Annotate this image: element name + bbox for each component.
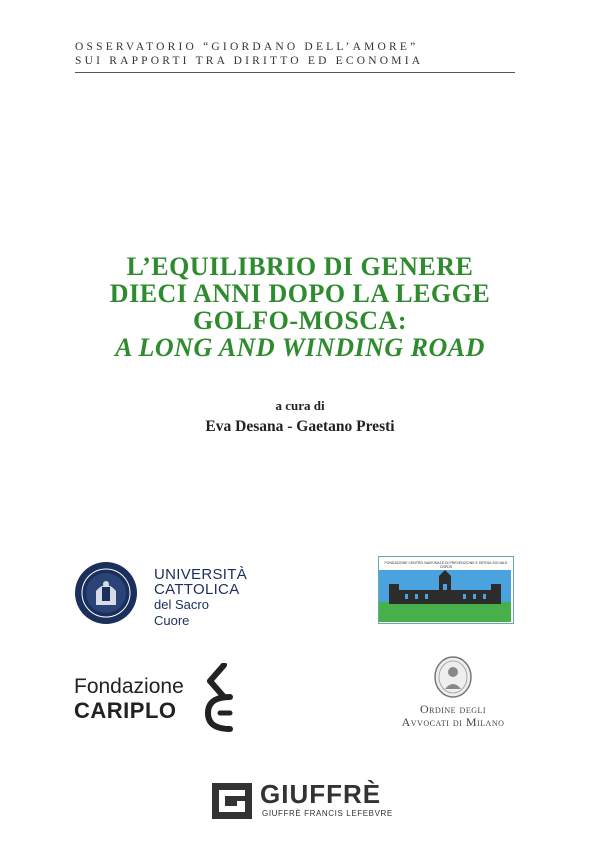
series-rule (75, 72, 515, 73)
title-line-1: L’EQUILIBRIO DI GENERE (126, 252, 474, 281)
book-title (40, 253, 560, 361)
castle-icon (379, 570, 511, 622)
fondazione-cnpds-caption: FONDAZIONE CENTRO NAZIONALE DI PREVENZIONE E DIFESA SOCIALE CNPDS (384, 561, 508, 569)
fondazione-cnpds-logo (378, 556, 514, 624)
ucsc-line-2: CATTOLICA (154, 581, 240, 598)
ordine-line-2: Avvocati di Milano (401, 715, 505, 729)
cariplo-logo (74, 663, 244, 733)
ucsc-line-1: UNIVERSITÀ (154, 566, 248, 583)
publisher-subtitle: GIUFFRÈ FRANCIS LEFEBVRE (262, 809, 393, 818)
curators-names: Eva Desana - Gaetano Presti (205, 418, 395, 435)
title-line-4: A LONG AND WINDING ROAD (115, 333, 485, 362)
cariplo-line-2: CARIPLO (74, 698, 177, 723)
series-line-2: SUI RAPPORTI TRA DIRITTO ED ECONOMIA (75, 55, 424, 67)
curators-label: a cura di (275, 398, 325, 413)
publisher-name: GIUFFRÈ (260, 779, 382, 809)
curators (0, 398, 600, 436)
ordine-line-1: Ordine degli (419, 702, 487, 716)
giuffre-logo-icon (210, 781, 254, 821)
publisher-logo (210, 781, 400, 825)
series-line-1: OSSERVATORIO “GIORDANO DELL’AMORE” (75, 41, 419, 53)
title-line-3: GOLFO-MOSCA: (193, 306, 407, 335)
cariplo-line-1: Fondazione (74, 675, 184, 698)
ordine-caption (388, 703, 518, 729)
cariplo-mark-icon (200, 663, 240, 733)
ordine-logo (388, 655, 518, 735)
ucsc-seal-icon (74, 561, 138, 625)
title-line-2: DIECI ANNI DOPO LA LEGGE (109, 279, 491, 308)
series-header (75, 40, 515, 68)
ucsc-wordmark (154, 567, 247, 629)
ucsc-logo (74, 561, 248, 628)
ordine-seal-icon (433, 655, 473, 699)
ucsc-line-3: del Sacro Cuore (154, 597, 209, 628)
